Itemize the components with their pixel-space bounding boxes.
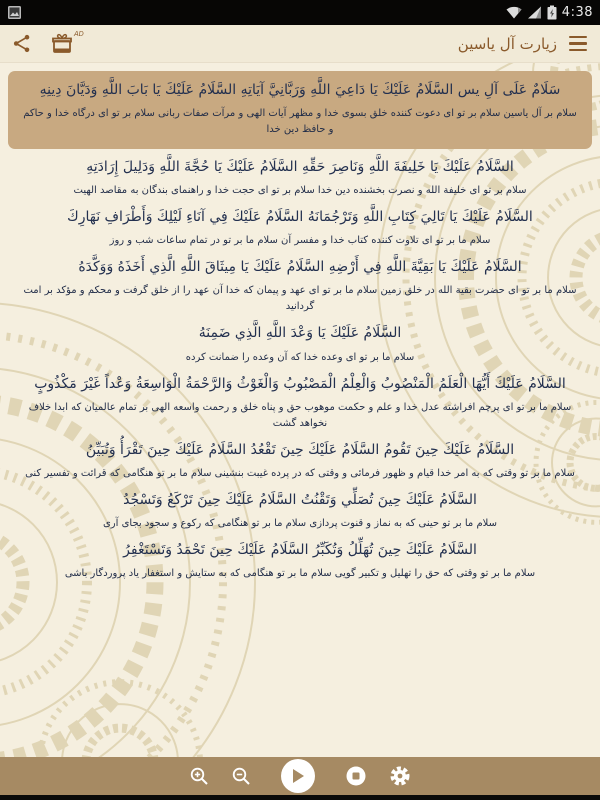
verse-arabic: السَّلَامُ عَلَيْكَ يَا وَعْدَ اللَّهِ الَّذِي ضَمِنَهُ: [198, 325, 402, 342]
gift-ad-icon: [51, 33, 73, 54]
verse-translation: سلام بر آل یاسین سلام بر تو ای دعوت کننده خلق بسوی خدا و مظهر آیات الهی و مرآت صفات ربانی سلام بر تو ای درگاه خدا و حاکم و حافظ دین خدا: [23, 108, 577, 136]
share-icon: [13, 34, 31, 53]
image-icon: [7, 5, 22, 20]
battery-charging-icon: [547, 5, 557, 20]
verse-translation: سلام ما بر تو وقتی که به امر خدا قیام و ظهور فرمائی و وقتی که در پرده غیبت بنشینی سلام ما بر تو هنگامی که قرائت و تفسیر کنی: [25, 467, 575, 479]
app-bar-actions: [13, 33, 84, 54]
bottom-nav-strip: [0, 795, 600, 800]
wifi-icon: [506, 6, 522, 19]
status-bar: [0, 0, 600, 25]
menu-icon: [569, 36, 587, 38]
app-bar: [0, 25, 600, 63]
verse-section[interactable]: [20, 439, 580, 482]
verse-arabic: سَلَامٌ عَلَى آلِ يس السَّلَامُ عَلَيْكَ يَا دَاعِيَ اللَّهِ وَرَبَّانِيَّ آيَاتِهِ السَّلَامُ عَلَيْكَ يَا بَابَ اللَّهِ وَدَيَّانَ دِينِهِ: [39, 82, 561, 98]
status-right-cluster: [506, 5, 593, 20]
zoom-out-button[interactable]: [231, 766, 251, 786]
stop-icon: [345, 765, 367, 787]
stop-button[interactable]: [345, 765, 367, 787]
settings-icon: [389, 765, 411, 787]
verse-arabic: السَّلَامُ عَلَيْكَ أَيُّهَا الْعَلَمُ الْمَنْصُوبُ وَالْعِلْمُ الْمَصْبُوبُ وَالْغَوْثُ وَالرَّحْمَةُ الْوَاسِعَةُ وَعْداً غَيْرَ مَكْذُوبٍ: [34, 375, 566, 392]
settings-button[interactable]: [389, 765, 411, 787]
verse-arabic: السَّلَامُ عَلَيْكَ حِينَ تَقُومُ السَّلَامُ عَلَيْكَ حِينَ تَقْعُدُ السَّلَامُ عَلَيْكَ حِينَ تَقْرَأُ وَتُبَيِّنُ: [85, 441, 515, 458]
signal-icon: [527, 6, 542, 19]
verse-content-area[interactable]: [0, 63, 600, 757]
zoom-in-icon: [189, 766, 209, 786]
verse-section[interactable]: [20, 489, 580, 532]
audio-toolbar: [0, 757, 600, 795]
verse-section[interactable]: [20, 206, 580, 249]
status-time: 4:38: [561, 5, 593, 20]
zoom-in-button[interactable]: [189, 766, 209, 786]
play-button[interactable]: [281, 759, 315, 793]
verse-arabic: السَّلَامُ عَلَيْكَ يَا بَقِيَّةَ اللَّهِ فِي أَرْضِهِ السَّلَامُ عَلَيْكَ يَا مِيثَاقَ اللَّهِ الَّذِي أَخَذَهُ وَوَكَّدَهُ: [78, 259, 522, 276]
play-icon: [291, 768, 305, 784]
verse-section[interactable]: [20, 156, 580, 199]
verse-translation: سلام ما بر تو حینی که به نماز و قنوت پردازی سلام ما بر تو هنگامی که رکوع و سجود بجای آری: [102, 517, 497, 529]
verse-translation: سلام ما بر تو ای حضرت بقیة الله در خلق زمین سلام ما بر تو ای عهد و پیمان که خدا آن عهد را از خلق گرفت و محکم و مؤکد بر امت گردانید: [23, 285, 577, 313]
verse-translation: سلام ما بر تو ای تلاوت کننده کتاب خدا و مفسر آن سلام ما بر تو در تمام ساعات شب و روز: [109, 235, 491, 247]
verse-section[interactable]: [20, 322, 580, 365]
menu-button[interactable]: [569, 36, 587, 51]
zoom-out-icon: [231, 766, 251, 786]
verse-section[interactable]: [20, 539, 580, 582]
ad-badge: AD: [74, 31, 84, 38]
verse-translation: سلام ما بر تو ای پرچم افراشته عدل خدا و علم و حکمت موهوب حق و پناه خلق و رحمت واسعه الهی بر تمام عالمیان که ابدا خلاف نخواهد گشت: [28, 401, 572, 429]
verse-translation: سلام ما بر تو وقتی که حق را تهلیل و تکبیر گویی سلام ما بر تو هنگامی که به ستایش و استغفار یاد پروردگار باشی: [64, 567, 536, 579]
app-bar-title-area: [458, 35, 587, 53]
verse-arabic: السَّلَامُ عَلَيْكَ يَا خَلِيفَةَ اللَّهِ وَنَاصِرَ حَقِّهِ السَّلَامُ عَلَيْكَ يَا حُجَّةَ اللَّهِ وَدَلِيلَ إِرَادَتِهِ: [86, 159, 514, 176]
verse-arabic: السَّلَامُ عَلَيْكَ يَا تَالِيَ كِتَابِ اللَّهِ وَتَرْجُمَانَهُ السَّلَامُ عَلَيْكَ فِي آنَاءِ لَيْلِكَ وَأَطْرَافِ نَهَارِكَ: [67, 209, 533, 226]
share-button[interactable]: [13, 34, 31, 53]
verse-section[interactable]: [20, 373, 580, 432]
verse-translation: سلام بر تو ای خلیفة الله و نصرت بخشنده دین خدا سلام بر تو ای حجت خدا و راهنمای بندگان به مقاصد الهیت: [73, 185, 527, 197]
page-title: زیارت آل یاسین: [457, 34, 557, 53]
gift-ad-button[interactable]: [51, 33, 84, 54]
verse-section-highlighted[interactable]: [8, 71, 592, 149]
verse-section[interactable]: [20, 256, 580, 315]
verse-translation: سلام ما بر تو ای وعده خدا که آن وعده را ضمانت کرده: [185, 351, 415, 363]
verse-arabic: السَّلَامُ عَلَيْكَ حِينَ تُهَلِّلُ وَتُكَبِّرُ السَّلَامُ عَلَيْكَ حِينَ تَحْمَدُ وَتَسْتَغْفِرُ: [123, 541, 477, 558]
verse-arabic: السَّلَامُ عَلَيْكَ حِينَ تُصَلِّي وَتَقْنُتُ السَّلَامُ عَلَيْكَ حِينَ تَرْكَعُ وَتَسْجُدُ: [123, 491, 477, 508]
